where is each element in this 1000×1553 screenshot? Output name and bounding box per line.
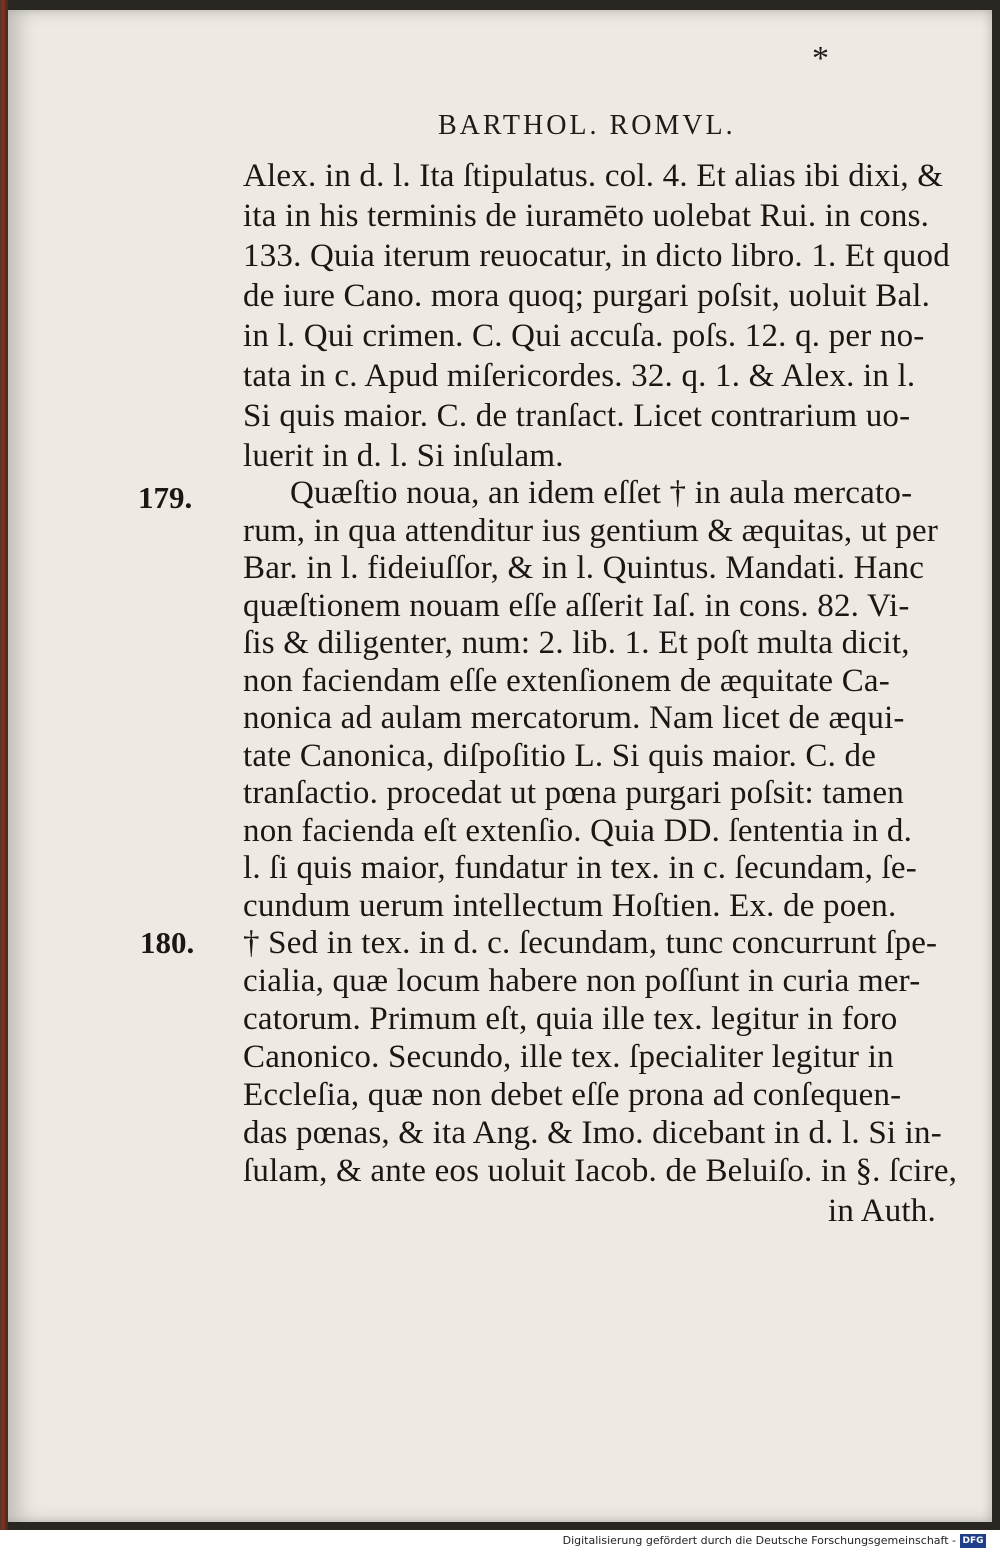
- text-line: das pœnas, & ita Ang. & Imo. dicebant in d. l. Si in-: [243, 1115, 942, 1151]
- margin-number-179: 179.: [138, 480, 193, 515]
- text-line: † Sed in tex. in d. c. ſecundam, tunc concurrunt ſpe-: [243, 925, 938, 961]
- text-line: non faciendam eſſe extenſionem de æquitate Ca-: [243, 663, 890, 699]
- text-line: 133. Quia iterum reuocatur, in dicto libro. 1. Et quod: [243, 238, 950, 274]
- book-edge: [0, 0, 8, 1530]
- text-line: ſulam, & ante eos uoluit Iacob. de Beluiſo. in §. ſcire,: [243, 1153, 958, 1189]
- running-head: BARTHOL. ROMVL.: [438, 110, 736, 141]
- text-line: ſis & diligenter, num: 2. lib. 1. Et poſt multa dicit,: [243, 625, 910, 661]
- text-line: tata in c. Apud miſericordes. 32. q. 1. & Alex. in l.: [243, 358, 916, 394]
- text-line: de iure Cano. mora quoq; purgari poſsit, uoluit Bal.: [243, 278, 931, 314]
- text-line: Eccleſia, quæ non debet eſſe prona ad conſequen-: [243, 1077, 902, 1113]
- dfg-logo: DFG: [960, 1534, 986, 1548]
- text-line: tate Canonica, diſpoſitio L. Si quis maior. C. de: [243, 738, 877, 774]
- text-line: Alex. in d. l. Ita ſtipulatus. col. 4. Et alias ibi dixi, &: [243, 158, 944, 194]
- text-line: catorum. Primum eſt, quia ille tex. legitur in foro: [243, 1001, 898, 1037]
- text-line: Si quis maior. C. de tranſact. Licet contrarium uo-: [243, 398, 911, 434]
- text-line: cundum uerum intellectum Hoſtien. Ex. de poen.: [243, 888, 897, 924]
- text-line: Canonico. Secundo, ille tex. ſpecialiter legitur in: [243, 1039, 894, 1075]
- text-line: in l. Qui crimen. C. Qui accuſa. poſs. 12. q. per no-: [243, 318, 925, 354]
- text-line: Bar. in l. fideiuſſor, & in l. Quintus. Mandati. Hanc: [243, 550, 925, 586]
- text-line: cialia, quæ locum habere non poſſunt in curia mer-: [243, 963, 921, 999]
- text-line: tranſactio. procedat ut pœna purgari poſsit: tamen: [243, 775, 904, 811]
- text-line: nonica ad aulam mercatorum. Nam licet de æqui-: [243, 700, 905, 736]
- funding-credit: Digitalisierung gefördert durch die Deutsche Forschungsgemeinschaft -: [562, 1534, 956, 1547]
- text-line: in Auth.: [828, 1193, 936, 1229]
- text-line: non facienda eſt extenſio. Quia DD. ſententia in d.: [243, 813, 913, 849]
- text-line: ita in his terminis de iuramēto uolebat Rui. in cons.: [243, 198, 930, 234]
- text-line: Quæſtio noua, an idem eſſet † in aula mercato-: [290, 475, 913, 511]
- text-line: luerit in d. l. Si inſulam.: [243, 438, 564, 474]
- page-mark: *: [812, 40, 829, 77]
- margin-number-180: 180.: [140, 925, 195, 960]
- text-line: l. ſi quis maior, fundatur in tex. in c. ſecundam, ſe-: [243, 850, 917, 886]
- text-line: rum, in qua attenditur ius gentium & æquitas, ut per: [243, 513, 939, 549]
- text-line: quæſtionem nouam eſſe aſſerit Iaſ. in cons. 82. Vi-: [243, 588, 910, 624]
